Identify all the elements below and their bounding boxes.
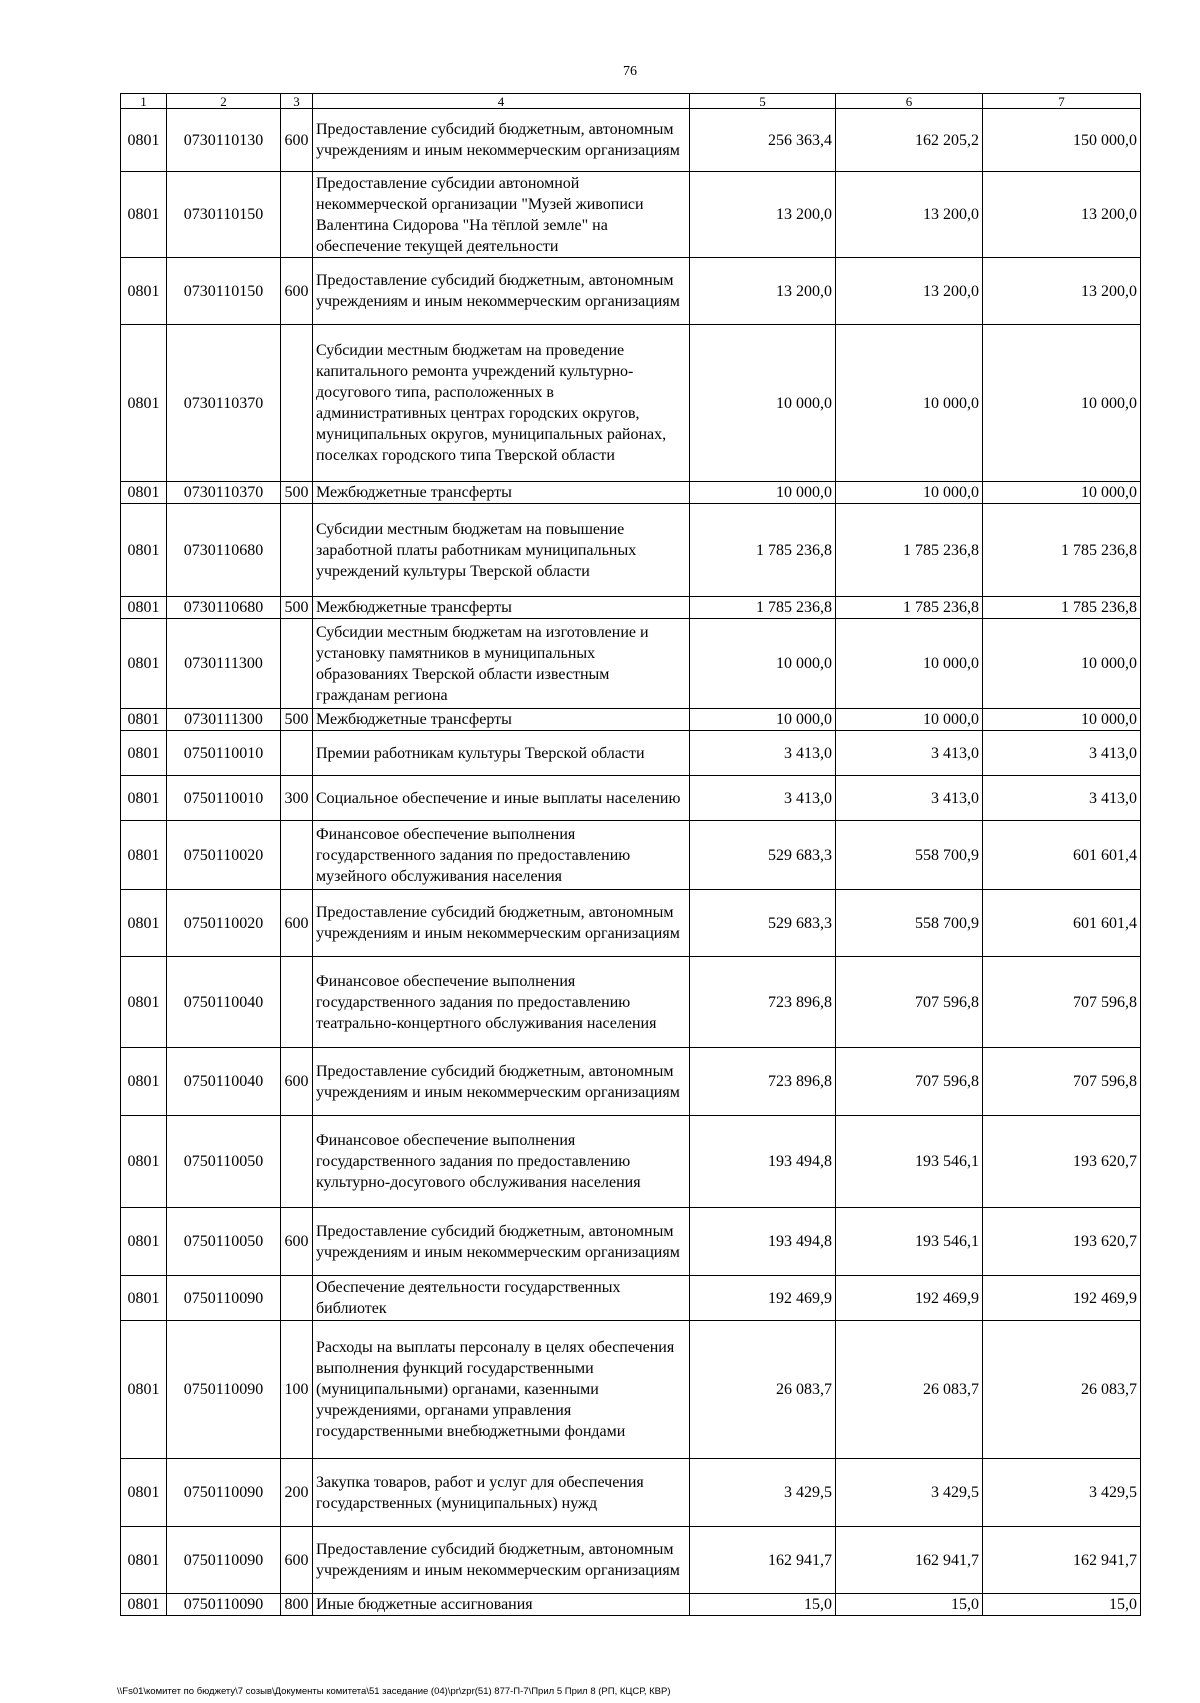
amount-col7-cell: 10 000,0: [983, 709, 1141, 731]
amount-col6-cell: 15,0: [836, 1594, 983, 1616]
amount-col6-cell: 162 941,7: [836, 1527, 983, 1594]
description-cell: Субсидии местным бюджетам на проведение капитального ремонта учреждений культурно-досугового типа, расположенных в административных центрах городских округов, муниципальных округов, муниципальных районах, поселках городского типа Тверской области: [313, 325, 690, 482]
expense-type-code-cell: 500: [281, 597, 313, 619]
expense-type-code-cell: 300: [281, 776, 313, 821]
column-header-4: 4: [313, 94, 690, 109]
amount-col5-cell: 1 785 236,8: [690, 504, 836, 597]
table-row: [121, 172, 1141, 258]
target-article-code-cell: 0750110050: [167, 1208, 281, 1276]
target-article-code-cell: 0730110680: [167, 504, 281, 597]
amount-col5-cell: 192 469,9: [690, 1276, 836, 1321]
target-article-code-cell: 0750110090: [167, 1276, 281, 1321]
amount-col5-cell: 162 941,7: [690, 1527, 836, 1594]
section-code-cell: 0801: [121, 619, 167, 709]
table-row: [121, 1208, 1141, 1276]
target-article-code-cell: 0750110020: [167, 821, 281, 890]
target-article-code-cell: 0730110150: [167, 172, 281, 258]
amount-col7-cell: 193 620,7: [983, 1208, 1141, 1276]
description-cell: Социальное обеспечение и иные выплаты населению: [313, 776, 690, 821]
column-header-1: 1: [121, 94, 167, 109]
table-row: [121, 1048, 1141, 1116]
amount-col7-cell: 601 601,4: [983, 821, 1141, 890]
amount-col6-cell: 3 413,0: [836, 731, 983, 776]
table-row: [121, 776, 1141, 821]
amount-col7-cell: 10 000,0: [983, 325, 1141, 482]
amount-col6-cell: 3 413,0: [836, 776, 983, 821]
amount-col6-cell: 558 700,9: [836, 821, 983, 890]
amount-col5-cell: 10 000,0: [690, 709, 836, 731]
description-cell: Премии работникам культуры Тверской области: [313, 731, 690, 776]
description-cell: Предоставление субсидий бюджетным, автономным учреждениям и иным некоммерческим организациям: [313, 1527, 690, 1594]
amount-col7-cell: 26 083,7: [983, 1321, 1141, 1459]
amount-col7-cell: 15,0: [983, 1594, 1141, 1616]
amount-col5-cell: 193 494,8: [690, 1208, 836, 1276]
amount-col7-cell: 150 000,0: [983, 109, 1141, 172]
expense-type-code-cell: 600: [281, 1527, 313, 1594]
amount-col6-cell: 10 000,0: [836, 619, 983, 709]
expense-type-code-cell: 200: [281, 1459, 313, 1527]
page-number: 76: [623, 64, 637, 79]
amount-col6-cell: 1 785 236,8: [836, 597, 983, 619]
column-header-7: 7: [983, 94, 1141, 109]
expense-type-code-cell: 500: [281, 709, 313, 731]
expense-type-code-cell: 600: [281, 1048, 313, 1116]
description-cell: Межбюджетные трансферты: [313, 597, 690, 619]
section-code-cell: 0801: [121, 1048, 167, 1116]
table-row: [121, 709, 1141, 731]
table-row: [121, 109, 1141, 172]
section-code-cell: 0801: [121, 258, 167, 325]
expense-type-code-cell: 600: [281, 890, 313, 957]
description-cell: Предоставление субсидий бюджетным, автономным учреждениям и иным некоммерческим организациям: [313, 890, 690, 957]
section-code-cell: 0801: [121, 1116, 167, 1208]
amount-col7-cell: 192 469,9: [983, 1276, 1141, 1321]
section-code-cell: 0801: [121, 597, 167, 619]
amount-col5-cell: 3 413,0: [690, 776, 836, 821]
table-body: [121, 109, 1141, 1616]
section-code-cell: 0801: [121, 1276, 167, 1321]
expense-type-code-cell: 600: [281, 1208, 313, 1276]
amount-col5-cell: 10 000,0: [690, 482, 836, 504]
expense-type-code-cell: [281, 957, 313, 1048]
target-article-code-cell: 0750110040: [167, 957, 281, 1048]
description-cell: Иные бюджетные ассигнования: [313, 1594, 690, 1616]
table-row: [121, 619, 1141, 709]
table-row: [121, 1527, 1141, 1594]
section-code-cell: 0801: [121, 1594, 167, 1616]
description-cell: Финансовое обеспечение выполнения государственного задания по предоставлению музейного обслуживания населения: [313, 821, 690, 890]
amount-col5-cell: 13 200,0: [690, 172, 836, 258]
expense-type-code-cell: [281, 1276, 313, 1321]
column-header-5: 5: [690, 94, 836, 109]
amount-col7-cell: 3 413,0: [983, 731, 1141, 776]
section-code-cell: 0801: [121, 1459, 167, 1527]
table-row: [121, 1116, 1141, 1208]
target-article-code-cell: 0750110090: [167, 1459, 281, 1527]
target-article-code-cell: 0750110010: [167, 731, 281, 776]
section-code-cell: 0801: [121, 1321, 167, 1459]
target-article-code-cell: 0750110090: [167, 1527, 281, 1594]
amount-col6-cell: 192 469,9: [836, 1276, 983, 1321]
amount-col7-cell: 193 620,7: [983, 1116, 1141, 1208]
amount-col7-cell: 1 785 236,8: [983, 504, 1141, 597]
amount-col5-cell: 193 494,8: [690, 1116, 836, 1208]
description-cell: Предоставление субсидий бюджетным, автономным учреждениям и иным некоммерческим организациям: [313, 109, 690, 172]
amount-col6-cell: 193 546,1: [836, 1116, 983, 1208]
amount-col6-cell: 707 596,8: [836, 957, 983, 1048]
amount-col5-cell: 529 683,3: [690, 890, 836, 957]
expense-type-code-cell: 500: [281, 482, 313, 504]
section-code-cell: 0801: [121, 172, 167, 258]
expense-type-code-cell: [281, 1116, 313, 1208]
target-article-code-cell: 0750110090: [167, 1594, 281, 1616]
amount-col5-cell: 13 200,0: [690, 258, 836, 325]
amount-col7-cell: 13 200,0: [983, 258, 1141, 325]
target-article-code-cell: 0750110090: [167, 1321, 281, 1459]
target-article-code-cell: 0730110370: [167, 482, 281, 504]
expense-type-code-cell: 800: [281, 1594, 313, 1616]
header-row: [121, 94, 1141, 109]
amount-col5-cell: 10 000,0: [690, 325, 836, 482]
amount-col6-cell: 10 000,0: [836, 482, 983, 504]
amount-col7-cell: 10 000,0: [983, 619, 1141, 709]
amount-col5-cell: 723 896,8: [690, 1048, 836, 1116]
target-article-code-cell: 0730110370: [167, 325, 281, 482]
amount-col6-cell: 13 200,0: [836, 172, 983, 258]
table-row: [121, 504, 1141, 597]
section-code-cell: 0801: [121, 821, 167, 890]
description-cell: Межбюджетные трансферты: [313, 482, 690, 504]
section-code-cell: 0801: [121, 109, 167, 172]
expense-type-code-cell: 100: [281, 1321, 313, 1459]
section-code-cell: 0801: [121, 504, 167, 597]
amount-col7-cell: 13 200,0: [983, 172, 1141, 258]
description-cell: Субсидии местным бюджетам на повышение заработной платы работникам муниципальных учреждений культуры Тверской области: [313, 504, 690, 597]
target-article-code-cell: 0730110150: [167, 258, 281, 325]
section-code-cell: 0801: [121, 1527, 167, 1594]
column-header-3: 3: [281, 94, 313, 109]
amount-col5-cell: 15,0: [690, 1594, 836, 1616]
description-cell: Предоставление субсидий бюджетным, автономным учреждениям и иным некоммерческим организациям: [313, 258, 690, 325]
amount-col7-cell: 707 596,8: [983, 1048, 1141, 1116]
table-row: [121, 597, 1141, 619]
amount-col7-cell: 3 429,5: [983, 1459, 1141, 1527]
amount-col5-cell: 26 083,7: [690, 1321, 836, 1459]
table-row: [121, 1276, 1141, 1321]
amount-col5-cell: 529 683,3: [690, 821, 836, 890]
section-code-cell: 0801: [121, 325, 167, 482]
amount-col7-cell: 707 596,8: [983, 957, 1141, 1048]
budget-table: [120, 93, 1141, 1616]
description-cell: Предоставление субсидий бюджетным, автономным учреждениям и иным некоммерческим организациям: [313, 1208, 690, 1276]
amount-col5-cell: 3 429,5: [690, 1459, 836, 1527]
target-article-code-cell: 0750110040: [167, 1048, 281, 1116]
amount-col6-cell: 3 429,5: [836, 1459, 983, 1527]
expense-type-code-cell: 600: [281, 109, 313, 172]
target-article-code-cell: 0730111300: [167, 619, 281, 709]
amount-col5-cell: 3 413,0: [690, 731, 836, 776]
table-row: [121, 1459, 1141, 1527]
table-row: [121, 731, 1141, 776]
table-row: [121, 258, 1141, 325]
amount-col6-cell: 707 596,8: [836, 1048, 983, 1116]
target-article-code-cell: 0750110050: [167, 1116, 281, 1208]
amount-col5-cell: 256 363,4: [690, 109, 836, 172]
amount-col6-cell: 162 205,2: [836, 109, 983, 172]
amount-col6-cell: 558 700,9: [836, 890, 983, 957]
table-row: [121, 482, 1141, 504]
description-cell: Финансовое обеспечение выполнения государственного задания по предоставлению театрально-концертного обслуживания населения: [313, 957, 690, 1048]
amount-col7-cell: 601 601,4: [983, 890, 1141, 957]
table-row: [121, 325, 1141, 482]
section-code-cell: 0801: [121, 709, 167, 731]
description-cell: Межбюджетные трансферты: [313, 709, 690, 731]
table-row: [121, 890, 1141, 957]
target-article-code-cell: 0730110130: [167, 109, 281, 172]
amount-col6-cell: 193 546,1: [836, 1208, 983, 1276]
target-article-code-cell: 0750110020: [167, 890, 281, 957]
table-row: [121, 1594, 1141, 1616]
amount-col6-cell: 13 200,0: [836, 258, 983, 325]
amount-col5-cell: 10 000,0: [690, 619, 836, 709]
expense-type-code-cell: [281, 504, 313, 597]
amount-col7-cell: 162 941,7: [983, 1527, 1141, 1594]
description-cell: Расходы на выплаты персоналу в целях обеспечения выполнения функций государственными (муниципальными) органами, казенными учреждениями, органами управления государственными внебюджетными фондами: [313, 1321, 690, 1459]
amount-col7-cell: 3 413,0: [983, 776, 1141, 821]
target-article-code-cell: 0730111300: [167, 709, 281, 731]
column-header-6: 6: [836, 94, 983, 109]
amount-col5-cell: 1 785 236,8: [690, 597, 836, 619]
description-cell: Субсидии местным бюджетам на изготовление и установку памятников в муниципальных образованиях Тверской области известным гражданам региона: [313, 619, 690, 709]
amount-col5-cell: 723 896,8: [690, 957, 836, 1048]
amount-col7-cell: 1 785 236,8: [983, 597, 1141, 619]
target-article-code-cell: 0750110010: [167, 776, 281, 821]
table-row: [121, 1321, 1141, 1459]
section-code-cell: 0801: [121, 1208, 167, 1276]
section-code-cell: 0801: [121, 776, 167, 821]
description-cell: Финансовое обеспечение выполнения государственного задания по предоставлению культурно-досугового обслуживания населения: [313, 1116, 690, 1208]
description-cell: Предоставление субсидии автономной некоммерческой организации "Музей живописи Валентина Сидорова "На тёплой земле" на обеспечение текущей деятельности: [313, 172, 690, 258]
amount-col6-cell: 10 000,0: [836, 325, 983, 482]
section-code-cell: 0801: [121, 482, 167, 504]
amount-col6-cell: 10 000,0: [836, 709, 983, 731]
section-code-cell: 0801: [121, 731, 167, 776]
section-code-cell: 0801: [121, 957, 167, 1048]
expense-type-code-cell: [281, 325, 313, 482]
expense-type-code-cell: 600: [281, 258, 313, 325]
amount-col7-cell: 10 000,0: [983, 482, 1141, 504]
target-article-code-cell: 0730110680: [167, 597, 281, 619]
column-header-2: 2: [167, 94, 281, 109]
footer-file-path: \\Fs01\комитет по бюджету\7 созыв\Документы комитета\51 заседание (04)\pr\zpr(51) 877-П-7\Прил 5 Прил 8 (РП, КЦСР, КВР): [117, 1686, 671, 1697]
table-row: [121, 821, 1141, 890]
amount-col6-cell: 1 785 236,8: [836, 504, 983, 597]
table-row: [121, 957, 1141, 1048]
description-cell: Закупка товаров, работ и услуг для обеспечения государственных (муниципальных) нужд: [313, 1459, 690, 1527]
description-cell: Обеспечение деятельности государственных библиотек: [313, 1276, 690, 1321]
expense-type-code-cell: [281, 821, 313, 890]
expense-type-code-cell: [281, 731, 313, 776]
amount-col6-cell: 26 083,7: [836, 1321, 983, 1459]
expense-type-code-cell: [281, 619, 313, 709]
description-cell: Предоставление субсидий бюджетным, автономным учреждениям и иным некоммерческим организациям: [313, 1048, 690, 1116]
expense-type-code-cell: [281, 172, 313, 258]
section-code-cell: 0801: [121, 890, 167, 957]
